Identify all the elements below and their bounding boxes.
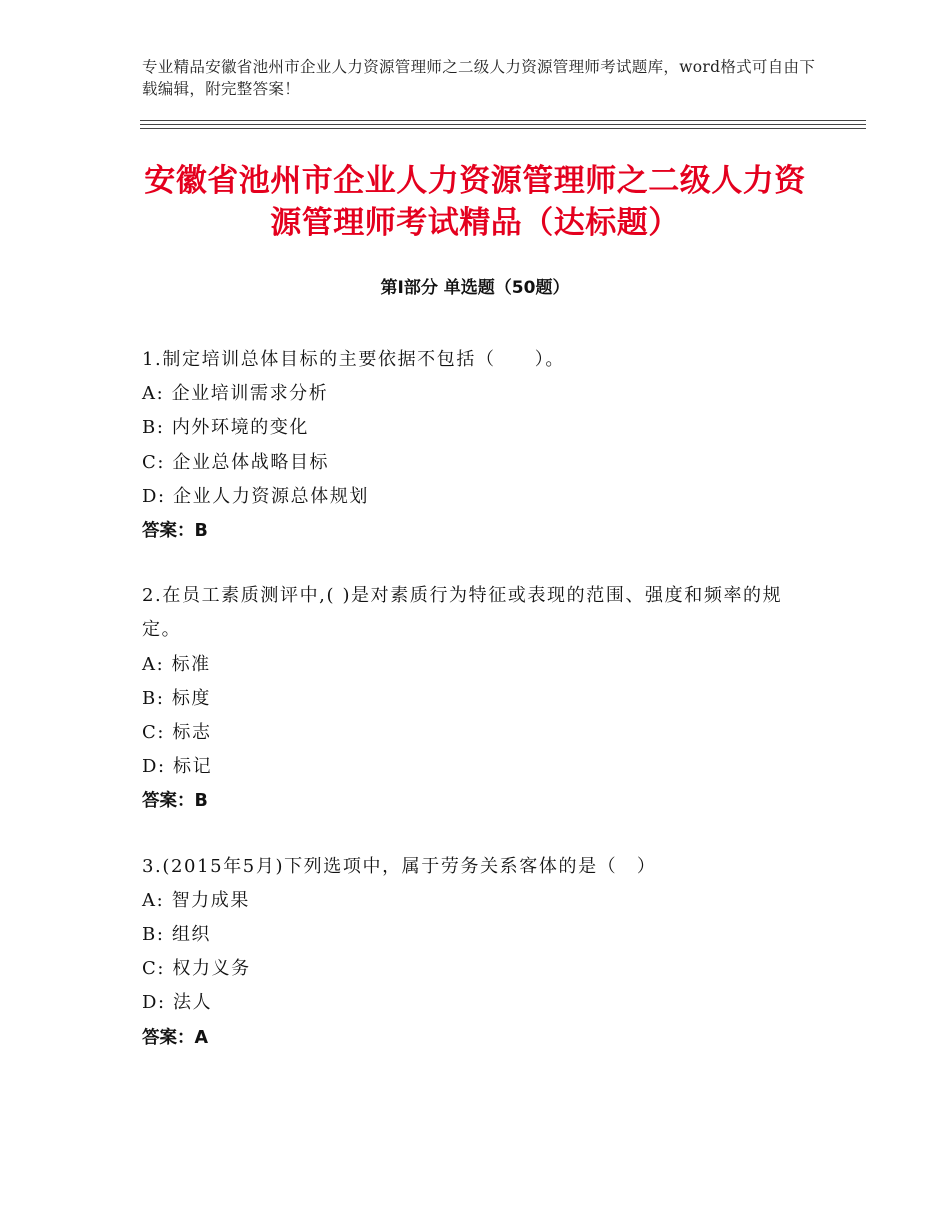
answer-line [142,784,808,818]
question-stem: 3.(2015年5月)下列选项中，属于劳务关系客体的是（ ） [142,855,657,877]
answer-value: A [194,1027,209,1048]
option-b: B: 内外环境的变化 [142,417,310,439]
header-rule-middle [140,124,866,125]
option-d: D: 企业人力资源总体规划 [142,485,370,507]
answer-value: B [194,521,208,542]
question-stem: 1.制定培训总体目标的主要依据不包括（ ）。 [142,349,565,370]
option-d: D: 法人 [142,992,213,1014]
option-d: D: 标记 [142,756,213,778]
option-b: B: 组织 [142,924,212,946]
question-1 [142,343,808,548]
option-a: A: 智力成果 [142,889,250,911]
answer-line [142,514,808,548]
option-c: C: 权力义务 [142,958,251,980]
question-stem: 2.在员工素质测评中,( )是对素质行为特征或表现的范围、强度和频率的规定。 [142,585,783,641]
section-title: 第Ⅰ部分 单选题（50题） [380,278,570,298]
question-2 [142,579,808,818]
option-b: B: 标度 [142,687,212,709]
header-note: 专业精品安徽省池州市企业人力资源管理师之二级人力资源管理师考试题库，word格式可自由下载编辑，附完整答案！ [142,58,816,98]
option-a: A: 标准 [142,653,211,675]
answer-label: 答案： [142,1027,195,1048]
option-a: A: 企业培训需求分析 [142,383,329,405]
answer-value: B [194,791,208,812]
option-c: C: 标志 [142,722,212,744]
question-list [142,343,808,1086]
header-rule-bottom [140,128,866,129]
answer-label: 答案： [142,521,195,542]
question-3 [142,850,808,1055]
document-title: 安徽省池州市企业人力资源管理师之二级人力资源管理师考试精品（达标题） [144,163,806,241]
header-rule-top [140,120,866,121]
answer-line [142,1021,808,1055]
option-c: C: 企业总体战略目标 [142,451,330,473]
answer-label: 答案： [142,791,195,812]
